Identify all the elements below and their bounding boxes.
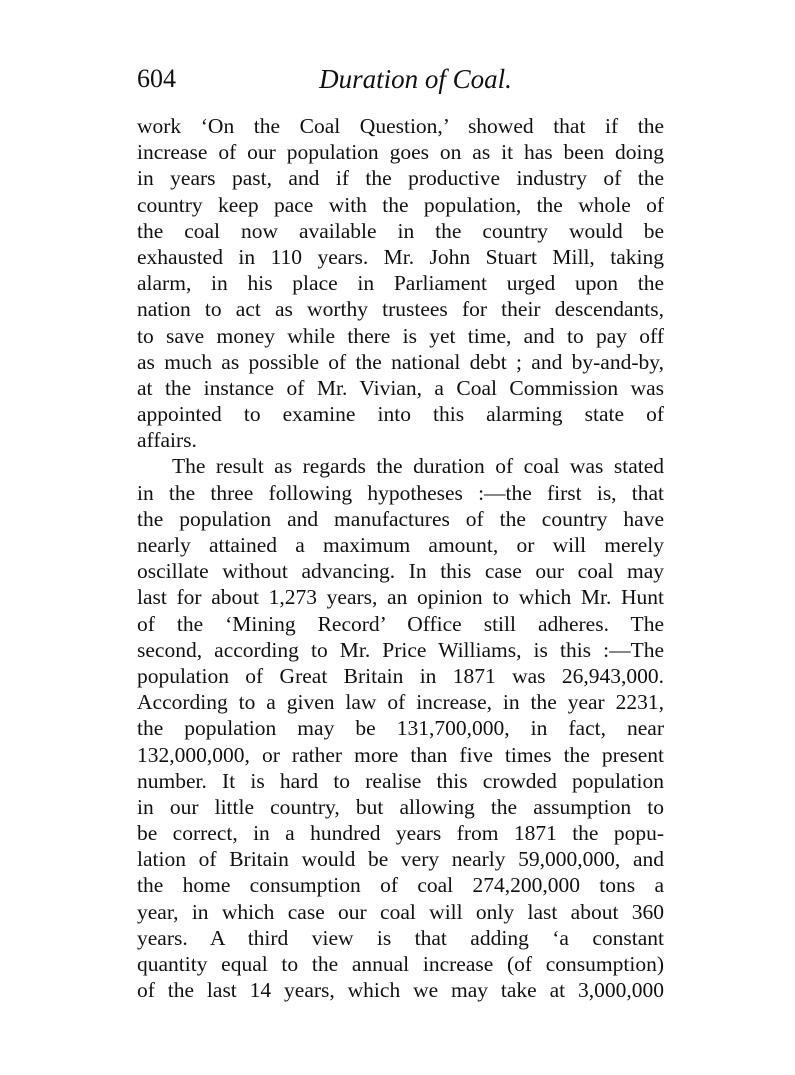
text-line: country keep pace with the population, the whole of: [137, 192, 664, 217]
text-line: number. It is hard to realise this crowded population: [137, 768, 664, 793]
text-line: appointed to examine into this alarming state of: [137, 402, 664, 427]
text-line: increase of our population goes on as it has been doing: [137, 140, 664, 165]
text-line: at the instance of Mr. Vivian, a Coal Commission was: [137, 375, 664, 400]
text-line: years. A third view is that adding ‘a constant: [137, 925, 664, 950]
text-line: nation to act as worthy trustees for their descendants,: [137, 297, 664, 322]
text-line: alarm, in his place in Parliament urged upon the: [137, 271, 664, 296]
text-line: second, according to Mr. Price Williams, is this :—The: [137, 637, 664, 662]
page-header: [137, 62, 664, 102]
text-line: oscillate without advancing. In this case our coal may: [137, 559, 664, 584]
text-line: The result as regards the duration of coal was stated: [172, 454, 664, 479]
text-line: population of Great Britain in 1871 was 26,943,000.: [137, 663, 664, 688]
text-line: in the three following hypotheses :—the first is, that: [137, 480, 664, 505]
text-line: nearly attained a maximum amount, or will merely: [137, 533, 664, 557]
text-line: last for about 1,273 years, an opinion to which Mr. Hunt: [137, 585, 664, 610]
text-line: in our little country, but allowing the assumption to: [137, 794, 664, 819]
text-line: year, in which case our coal will only last about 360: [137, 899, 664, 924]
text-line: in years past, and if the productive industry of the: [137, 166, 664, 191]
text-line: the population and manufactures of the country have: [137, 506, 664, 531]
text-line: of the last 14 years, which we may take at 3,000,000: [137, 978, 664, 1003]
text-line: affairs.: [137, 428, 197, 453]
text-line: be correct, in a hundred years from 1871 the popu-: [137, 821, 664, 846]
text-line: the population may be 131,700,000, in fact, near: [137, 716, 664, 741]
text-line: According to a given law of increase, in the year 2231,: [137, 690, 664, 715]
text-line: quantity equal to the annual increase (of consumption): [137, 952, 664, 976]
text-line: as much as possible of the national debt ; and by-and-by,: [137, 349, 664, 374]
page-number: 604: [137, 64, 176, 93]
text-line: the coal now available in the country would be: [137, 218, 664, 243]
body-text: [137, 113, 664, 1003]
text-line: of the ‘Mining Record’ Office still adheres. The: [137, 611, 664, 636]
text-line: exhausted in 110 years. Mr. John Stuart Mill, taking: [137, 244, 664, 269]
text-line: 132,000,000, or rather more than five times the present: [137, 742, 664, 767]
text-line: to save money while there is yet time, and to pay off: [137, 323, 664, 348]
text-line: work ‘On the Coal Question,’ showed that if the: [137, 114, 664, 138]
running-title: Duration of Coal.: [319, 64, 512, 94]
text-line: the home consumption of coal 274,200,000 tons a: [137, 873, 664, 898]
text-line: lation of Britain would be very nearly 59,000,000, and: [137, 847, 664, 872]
